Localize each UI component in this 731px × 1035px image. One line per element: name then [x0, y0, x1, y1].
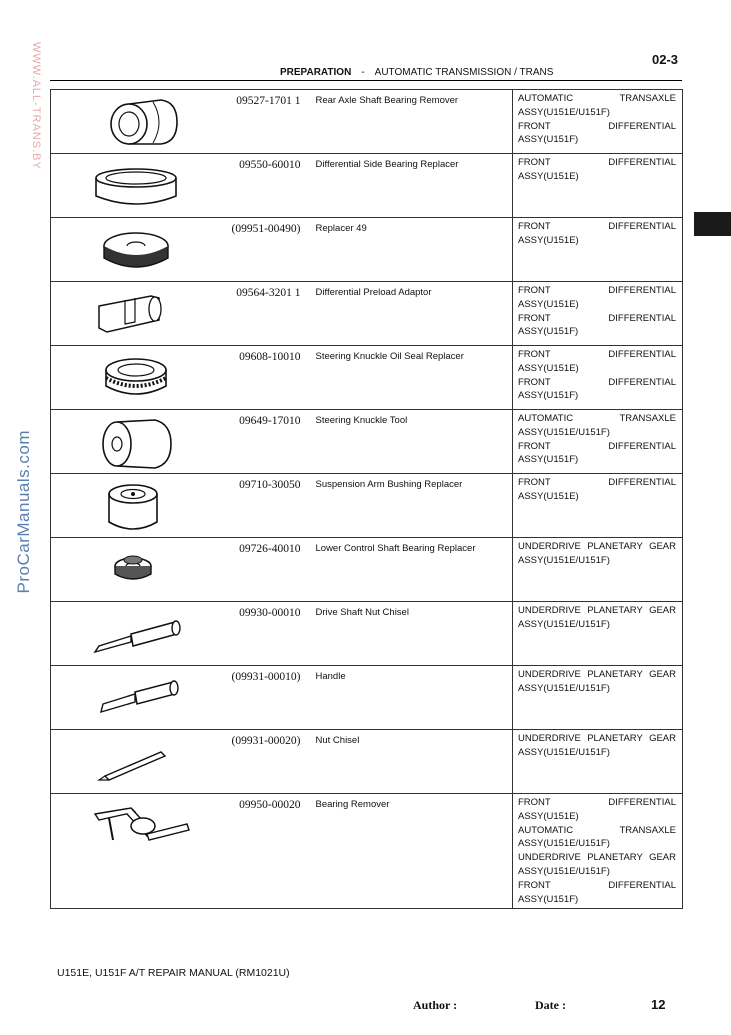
tool-drawing-cell [51, 346, 313, 410]
tool-drawing-cell [51, 90, 313, 154]
tool-usage-line: UNDERDRIVE PLANETARY GEAR [518, 541, 676, 552]
tool-part-number: 09564-3201 1 [236, 287, 301, 299]
tool-part-number: 09527-1701 1 [236, 95, 301, 107]
tool-drawing-cell [51, 666, 313, 730]
tool-usage-line: FRONT DIFFERENTIAL [518, 440, 676, 452]
tool-row [51, 282, 683, 346]
footer-page-number: 12 [651, 997, 666, 1012]
tool-name: Differential Side Bearing Replacer [315, 159, 459, 170]
watermark-top: WWW.ALL-TRANS.BY [30, 42, 42, 170]
tool-usage-line: FRONT DIFFERENTIAL [518, 221, 676, 232]
tool-usage-line: UNDERDRIVE PLANETARY GEAR [518, 605, 676, 616]
header-rule [50, 80, 682, 81]
tool-drawing-cell [51, 410, 313, 474]
tool-usage-cell [513, 474, 683, 538]
tool-usage-line: ASSY(U151E) [518, 170, 579, 182]
tool-usage-cell [513, 90, 683, 154]
tool-name: Drive Shaft Nut Chisel [315, 607, 409, 618]
tool-drawing-cell [51, 218, 313, 282]
tool-row [51, 794, 683, 909]
tool-part-number: 09608-10010 [239, 351, 301, 363]
tool-name-cell [313, 154, 513, 218]
tool-row [51, 666, 683, 730]
tool-usage-line: ASSY(U151F) [518, 390, 579, 402]
tool-usage-line: UNDERDRIVE PLANETARY GEAR [518, 733, 676, 744]
tool-name-cell [313, 346, 513, 410]
tool-part-number: 09726-40010 [239, 543, 301, 555]
tool-usage-line: FRONT DIFFERENTIAL [518, 157, 676, 168]
section-tab-marker [694, 212, 731, 236]
tool-usage-line: AUTOMATIC TRANSAXLE [518, 93, 676, 104]
bearing-remover-drawing [91, 96, 191, 150]
bearing-replacer-ring-drawing [91, 160, 191, 214]
tool-usage-line: ASSY(U151E/U151F) [518, 865, 610, 877]
tool-row [51, 602, 683, 666]
tool-part-number: (09951-00490) [231, 223, 301, 235]
tool-usage-line: ASSY(U151E) [518, 362, 579, 374]
knuckle-tool-drawing [91, 416, 191, 470]
oil-seal-replacer-drawing [91, 352, 191, 406]
tool-drawing-cell [51, 154, 313, 218]
tool-usage-line: FRONT DIFFERENTIAL [518, 477, 676, 488]
tool-row [51, 90, 683, 154]
tool-usage-line: ASSY(U151F) [518, 893, 579, 905]
tool-name: Steering Knuckle Tool [315, 415, 408, 426]
tool-usage-line: ASSY(U151F) [518, 326, 579, 338]
tools-table [50, 89, 683, 909]
tool-usage-cell [513, 410, 683, 474]
bushing-replacer-drawing [91, 480, 191, 534]
tool-row [51, 538, 683, 602]
footer-manual-title: U151E, U151F A/T REPAIR MANUAL (RM1021U) [57, 967, 290, 979]
tool-usage-line: FRONT DIFFERENTIAL [518, 797, 676, 808]
tool-usage-line: ASSY(U151E) [518, 234, 579, 246]
nut-chisel-assembly-drawing [91, 608, 191, 662]
tool-usage-line: ASSY(U151E) [518, 810, 579, 822]
page-code: 02-3 [652, 52, 679, 67]
tool-usage-line: ASSY(U151E) [518, 490, 579, 502]
tool-part-number: 09930-00010 [239, 607, 301, 619]
tool-name: Nut Chisel [315, 735, 360, 746]
page-header [280, 67, 553, 78]
tool-row [51, 218, 683, 282]
tool-name-cell [313, 666, 513, 730]
tool-name-cell [313, 474, 513, 538]
tool-usage-line: FRONT DIFFERENTIAL [518, 285, 676, 296]
tool-usage-cell [513, 538, 683, 602]
tool-name: Handle [315, 671, 346, 682]
tool-part-number: 09950-00020 [239, 799, 301, 811]
tool-usage-cell [513, 602, 683, 666]
tool-usage-line: FRONT DIFFERENTIAL [518, 376, 676, 388]
tool-usage-line: ASSY(U151E) [518, 298, 579, 310]
shaft-bearing-replacer-drawing [91, 544, 191, 598]
tool-name: Differential Preload Adaptor [315, 287, 432, 298]
tool-part-number: 09710-30050 [239, 479, 301, 491]
tool-usage-line: FRONT DIFFERENTIAL [518, 879, 676, 891]
footer-date-label: Date : [535, 998, 566, 1012]
tool-row [51, 410, 683, 474]
tool-drawing-cell [51, 538, 313, 602]
tool-name: Rear Axle Shaft Bearing Remover [315, 95, 459, 106]
watermark-left: ProCarManuals.com [14, 430, 33, 594]
tool-name-cell [313, 730, 513, 794]
tool-row [51, 474, 683, 538]
tool-usage-line: ASSY(U151E/U151F) [518, 426, 610, 438]
tool-usage-line: ASSY(U151E/U151F) [518, 746, 610, 758]
tool-name-cell [313, 282, 513, 346]
header-separator: - [361, 67, 365, 78]
tool-usage-cell [513, 282, 683, 346]
tool-row [51, 154, 683, 218]
tool-usage-line: UNDERDRIVE PLANETARY GEAR [518, 852, 676, 864]
tool-usage-line: ASSY(U151E/U151F) [518, 682, 610, 694]
tool-usage-line: UNDERDRIVE PLANETARY GEAR [518, 669, 676, 680]
tool-drawing-cell [51, 730, 313, 794]
section-title: PREPARATION [280, 67, 352, 78]
replacer-disc-drawing [91, 224, 191, 278]
handle-drawing [91, 672, 191, 726]
tool-name-cell [313, 602, 513, 666]
tool-usage-line: AUTOMATIC TRANSAXLE [518, 413, 676, 424]
tool-usage-line: ASSY(U151E/U151F) [518, 618, 610, 630]
tool-usage-cell [513, 730, 683, 794]
tool-part-number: (09931-00020) [231, 735, 301, 747]
tool-usage-line: FRONT DIFFERENTIAL [518, 120, 676, 132]
tool-name-cell [313, 90, 513, 154]
tool-part-number: 09550-60010 [239, 159, 301, 171]
tool-name-cell [313, 538, 513, 602]
tool-usage-line: ASSY(U151E/U151F) [518, 838, 610, 850]
tool-usage-cell [513, 218, 683, 282]
tool-name-cell [313, 218, 513, 282]
tool-name: Bearing Remover [315, 799, 390, 810]
tool-usage-line: FRONT DIFFERENTIAL [518, 349, 676, 360]
footer-author-label: Author : [413, 998, 458, 1012]
preload-adaptor-drawing [91, 288, 191, 342]
tool-usage-cell [513, 794, 683, 909]
tool-drawing-cell [51, 474, 313, 538]
tool-usage-line: ASSY(U151E/U151F) [518, 554, 610, 566]
tool-name: Lower Control Shaft Bearing Replacer [315, 543, 476, 554]
tool-name: Replacer 49 [315, 223, 367, 234]
tool-usage-cell [513, 154, 683, 218]
tool-name-cell [313, 410, 513, 474]
tool-name: Steering Knuckle Oil Seal Replacer [315, 351, 464, 362]
tool-usage-line: ASSY(U151F) [518, 134, 579, 146]
tool-part-number: (09931-00010) [231, 671, 301, 683]
tool-drawing-cell [51, 282, 313, 346]
tool-name: Suspension Arm Bushing Replacer [315, 479, 463, 490]
tool-usage-line: ASSY(U151E/U151F) [518, 106, 610, 118]
tool-usage-cell [513, 346, 683, 410]
subsection-title: AUTOMATIC TRANSMISSION / TRANS [374, 67, 554, 78]
tool-name-cell [313, 794, 513, 909]
tool-row [51, 730, 683, 794]
tool-drawing-cell [51, 794, 313, 909]
bearing-puller-drawing [91, 800, 191, 854]
tool-usage-line: FRONT DIFFERENTIAL [518, 312, 676, 324]
tool-part-number: 09649-17010 [239, 415, 301, 427]
tool-usage-cell [513, 666, 683, 730]
tool-drawing-cell [51, 602, 313, 666]
tool-usage-line: AUTOMATIC TRANSAXLE [518, 824, 676, 836]
tool-usage-line: ASSY(U151F) [518, 454, 579, 466]
tool-row [51, 346, 683, 410]
chisel-drawing [91, 736, 191, 790]
